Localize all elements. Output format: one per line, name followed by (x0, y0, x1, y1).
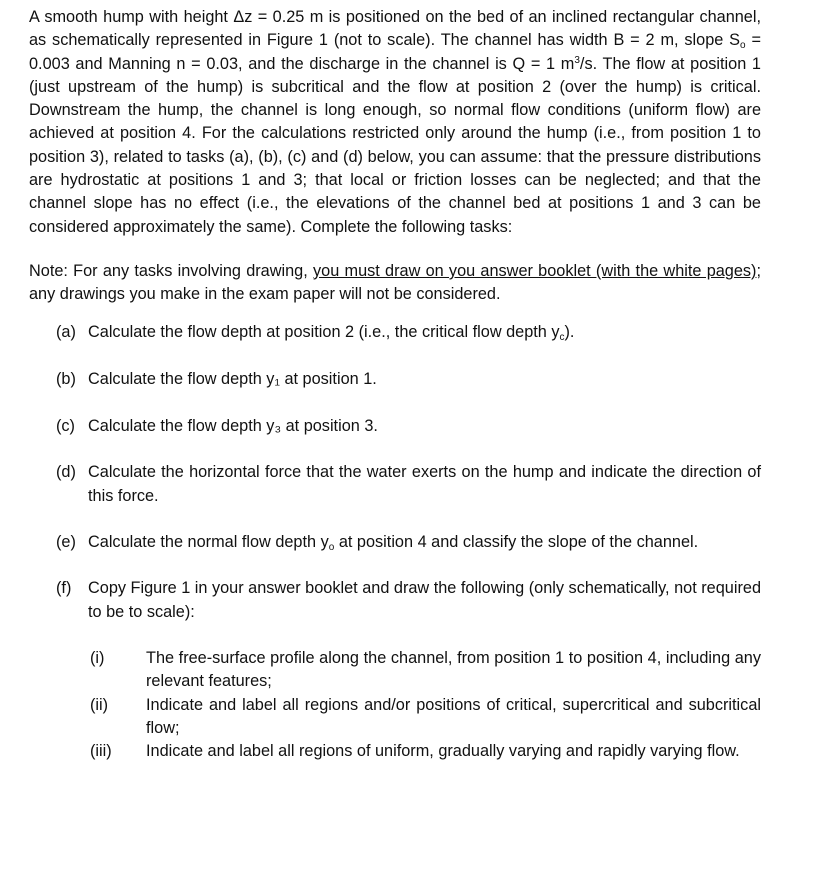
task-d (29, 461, 761, 508)
subtask-text: Indicate and label all regions of uniform, gradually varying and rapidly varying flow. (146, 742, 740, 761)
subtask-text: Indicate and label all regions and/or positions of critical, supercritical and subcritical flow; (146, 695, 761, 737)
task-text: Calculate the normal flow depth y (88, 533, 329, 552)
task-b (29, 368, 761, 391)
discharge-superscript: 3 (574, 54, 580, 66)
note-underlined: you must draw on you answer booklet (with the white pages) (313, 261, 757, 280)
task-label: (a) (56, 322, 76, 341)
slope-subscript: o (740, 40, 746, 52)
subtask-iii (29, 740, 761, 763)
note-tail: ; any drawings you make in the exam paper will not be considered. (29, 261, 762, 304)
subtask-i (29, 647, 761, 694)
task-list (29, 321, 761, 624)
task-f (29, 577, 761, 624)
intro-text-1: A smooth hump with height Δz = 0.25 m is positioned on the bed of an inclined rectangular channel, as schematically represented in Figure 1 (not to scale). The channel has width B = 2 m, slope S (29, 8, 761, 50)
task-text-tail: at position 4 and classify the slope of the channel. (334, 533, 699, 552)
task-text: Calculate the horizontal force that the water exerts on the hump and indicate the direction of this force. (88, 463, 761, 505)
subtask-label: (i) (90, 648, 105, 667)
intro-text-2: = 0.003 and Manning n = 0.03, and the discharge in the channel is Q = 1 m (29, 31, 761, 73)
task-text: Calculate the flow depth at position 2 (i.e., the critical flow depth y (88, 322, 560, 341)
task-label: (e) (56, 533, 76, 552)
task-text: Calculate the flow depth y₁ at position 1. (88, 369, 377, 388)
note-lead: Note: For any tasks involving drawing, (29, 261, 313, 280)
exam-question (29, 6, 761, 763)
task-a (29, 321, 761, 344)
subtask-label: (ii) (90, 695, 109, 714)
task-text-tail: ). (564, 322, 575, 341)
task-e (29, 531, 761, 554)
task-label: (c) (56, 417, 75, 436)
subtask-list (29, 647, 761, 763)
task-label: (f) (56, 579, 72, 598)
drawing-note (29, 260, 761, 307)
task-subscript: c (559, 331, 565, 343)
subtask-label: (iii) (90, 742, 112, 761)
intro-text-3: /s. The flow at position 1 (just upstream of the hump) is subcritical and the flow at position 2 (over the hump) is critical. Downstream the hump, the channel is long enough, so normal flow conditions (uniform flow) are achieved at position 4. For the calculations restricted only around the hump (i.e., from position 1 to position 3), related to tasks (a), (b), (c) and (d) below, you can assume: that the pressure distributions are hydrostatic at positions 1 and 3; that local or friction losses can be neglected; and that the channel slope has no effect (i.e., the elevations of the channel bed at positions 1 and 3 can be considered approximately the same). Complete the following tasks: (29, 54, 761, 236)
task-subscript: o (328, 542, 335, 554)
task-c (29, 415, 761, 438)
task-label: (b) (56, 369, 76, 388)
subtask-ii (29, 694, 761, 741)
task-label: (d) (56, 463, 76, 482)
subtask-text: The free-surface profile along the channel, from position 1 to position 4, including any relevant features; (146, 648, 761, 691)
problem-statement (29, 6, 761, 239)
task-text: Calculate the flow depth y₃ at position 3. (88, 417, 378, 436)
task-text: Copy Figure 1 in your answer booklet and draw the following (only schematically, not required to be to scale): (88, 579, 762, 621)
